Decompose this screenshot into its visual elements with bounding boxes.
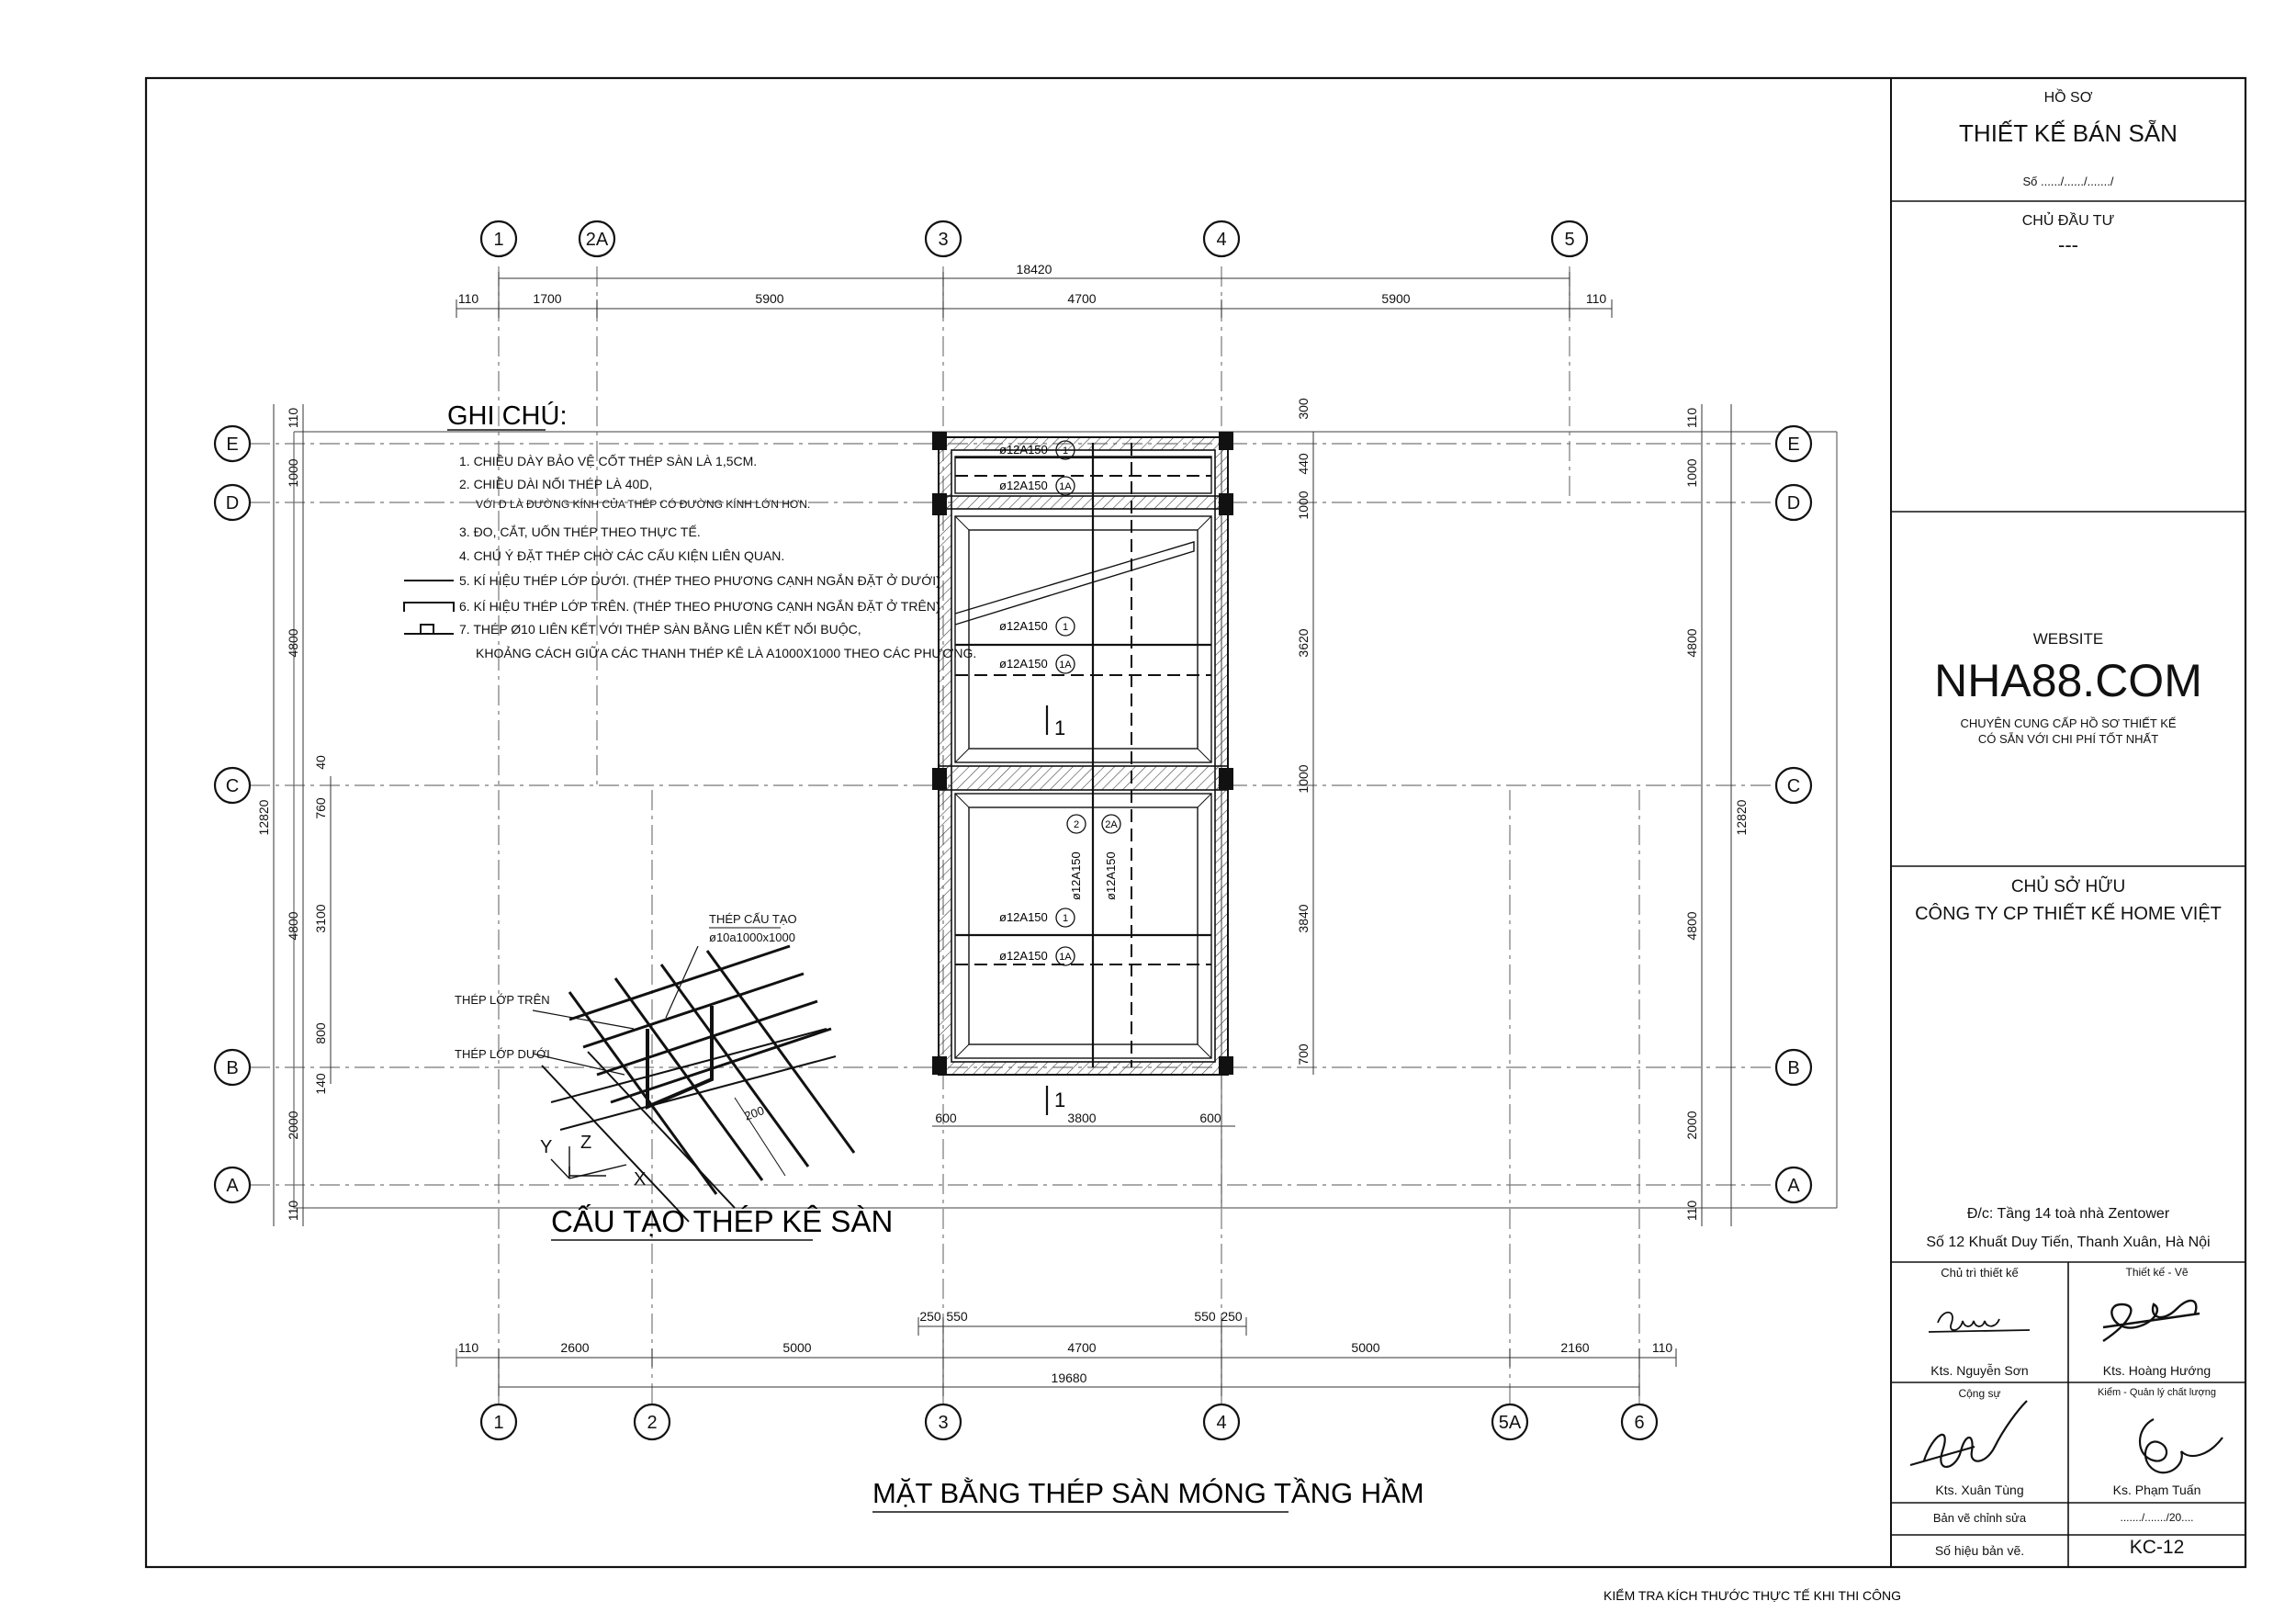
- detail-top-bar: THÉP CẤU TẠO: [709, 912, 797, 926]
- axis-label-right: B: [1787, 1058, 1800, 1078]
- dim-slab-bottom: 3800: [1067, 1111, 1097, 1125]
- dim-bottom-small: 250: [919, 1309, 941, 1324]
- tb-owner: CÔNG TY CP THIẾT KẾ HOME VIỆT: [1915, 904, 2222, 924]
- axis-label-bottom: 5A: [1498, 1413, 1522, 1433]
- dim-bottom-seg: 2160: [1560, 1340, 1590, 1355]
- dim-top-seg: 1700: [533, 291, 562, 306]
- axis-label-left: B: [226, 1058, 239, 1078]
- signature-1: [1929, 1313, 2030, 1332]
- detail-top-bar-spec: ø10a1000x1000: [709, 930, 795, 944]
- rebar-mark: 1: [1062, 445, 1069, 457]
- dim-right-seg: 110: [1684, 1200, 1699, 1222]
- axis-label-bottom: 3: [938, 1413, 949, 1433]
- axis-label-right: D: [1786, 493, 1801, 513]
- rebar-label: ø12A150: [999, 619, 1048, 633]
- axis-label-top: 5: [1564, 230, 1575, 250]
- note-item: 3. ĐO, CẮT, UỐN THÉP THEO THỰC TẾ.: [459, 524, 701, 539]
- tb-chu-dau-tu: CHỦ ĐẦU TƯ: [2021, 213, 2115, 229]
- dim-bottom-small: 550: [1194, 1309, 1216, 1324]
- note-item: 5. KÍ HIỆU THÉP LỚP DƯỚI. (THÉP THEO PHƯƠNG CẠNH NGẮN ĐẶT Ở DƯỚI): [459, 573, 940, 588]
- note-item: KHOẢNG CÁCH GIỮA CÁC THANH THÉP KÊ LÀ A1000X1000 THEO CÁC PHƯƠNG.: [476, 646, 977, 660]
- note-item: 4. CHÚ Ý ĐẶT THÉP CHỜ CÁC CẤU KIỆN LIÊN QUAN.: [459, 548, 785, 563]
- tb-role-1: Chủ trì thiết kế: [1941, 1266, 2019, 1280]
- signature-4: [2140, 1419, 2223, 1472]
- rebar-mark: 1: [1062, 913, 1069, 924]
- notes-title: GHI CHÚ:: [447, 401, 568, 431]
- note-item: 7. THÉP Ø10 LIÊN KẾT VỚI THÉP SÀN BẰNG LIÊN KẾT NỐI BUỘC,: [459, 622, 861, 637]
- dim-bottom-seg: 110: [1651, 1340, 1673, 1355]
- dim-bottom-total: 19680: [1051, 1370, 1087, 1385]
- tb-so: Số ....../....../......./: [2022, 175, 2114, 188]
- axis-y-label: Y: [540, 1137, 553, 1157]
- dim-top-seg: 110: [457, 291, 479, 306]
- tb-address-1: Đ/c: Tầng 14 toà nhà Zentower: [1966, 1206, 2170, 1222]
- dim-bottom-seg: 4700: [1067, 1340, 1097, 1355]
- detail-title: CẤU TẠO THÉP KÊ SÀN: [551, 1204, 894, 1238]
- dim-slab-right: 1000: [1296, 764, 1311, 794]
- dim-left-total: 12820: [256, 799, 271, 836]
- signature-2: [2103, 1301, 2200, 1341]
- axis-label-left: D: [225, 493, 240, 513]
- axis-label-bottom: 1: [493, 1413, 504, 1433]
- dim-left-inner: 3100: [313, 904, 328, 933]
- axis-label-right: E: [1787, 434, 1800, 455]
- detail-isometric: [533, 946, 854, 1222]
- axis-label-left: E: [226, 434, 239, 455]
- tb-project: THIẾT KẾ BÁN SẴN: [1959, 119, 2178, 147]
- axis-label-left: A: [226, 1176, 239, 1196]
- tb-tagline-1: CHUYÊN CUNG CẤP HỒ SƠ THIẾT KẾ: [1960, 716, 2177, 730]
- dim-left-seg: 110: [286, 1200, 300, 1222]
- axis-label-top: 1: [493, 230, 504, 250]
- tb-hoso: HỒ SƠ: [2043, 90, 2093, 106]
- note-item: 6. KÍ HIỆU THÉP LỚP TRÊN. (THÉP THEO PHƯƠNG CẠNH NGẮN ĐẶT Ở TRÊN): [459, 599, 940, 614]
- axis-label-bottom: 6: [1634, 1413, 1645, 1433]
- dim-slab-right: 300: [1296, 398, 1311, 420]
- note-item: VỚI D LÀ ĐƯỜNG KÍNH CỦA THÉP CÓ ĐƯỜNG KÍNH LỚN HƠN.: [476, 498, 811, 511]
- tb-role-3: Cộng sự: [1958, 1387, 2001, 1400]
- top-dimensions: [456, 272, 1612, 318]
- section-mark-top: 1: [1054, 716, 1066, 739]
- dim-bottom-seg: 110: [457, 1340, 479, 1355]
- dim-left-inner: 800: [313, 1022, 328, 1044]
- dim-slab-bottom: 600: [1199, 1111, 1221, 1125]
- axis-label-right: C: [1786, 776, 1801, 796]
- dim-top-seg: 5900: [755, 291, 784, 306]
- dim-right-seg: 110: [1684, 407, 1699, 429]
- dim-left-seg: 4800: [286, 628, 300, 658]
- signature-3: [1910, 1401, 2027, 1467]
- axis-label-top: 4: [1216, 230, 1227, 250]
- detail-upper-layer: THÉP LỚP TRÊN: [455, 993, 550, 1007]
- tb-address-2: Số 12 Khuất Duy Tiến, Thanh Xuân, Hà Nội: [1926, 1235, 2211, 1250]
- dim-left-seg: 2000: [286, 1111, 300, 1140]
- rebar-label: ø12A150: [999, 479, 1048, 492]
- tb-role-2: Thiết kế - Vẽ: [2125, 1266, 2189, 1279]
- rebar-mark: 1A: [1059, 660, 1072, 671]
- tb-chu-dau-tu-value: ---: [2058, 233, 2078, 256]
- axis-label-bottom: 2: [647, 1413, 658, 1433]
- dim-top-seg: 5900: [1381, 291, 1411, 306]
- axis-label-right: A: [1787, 1176, 1800, 1196]
- tb-website: NHA88.COM: [1934, 655, 2202, 706]
- tb-tagline-2: CÓ SẴN VỚI CHI PHÍ TỐT NHẤT: [1977, 732, 2159, 746]
- dim-slab-bottom: 600: [935, 1111, 957, 1125]
- footer-note: KIỂM TRA KÍCH THƯỚC THỰC TẾ KHI THI CÔNG: [1604, 1588, 1901, 1603]
- rebar-label-vertical: ø12A150: [1104, 851, 1118, 900]
- dim-right-seg: 4800: [1684, 628, 1699, 658]
- dim-slab-right: 3840: [1296, 904, 1311, 933]
- tb-website-label: WEBSITE: [2032, 630, 2104, 648]
- note-item: 1. CHIỀU DÀY BẢO VỆ CỐT THÉP SÀN LÀ 1,5CM.: [459, 454, 758, 468]
- rebar-label-vertical: ø12A150: [1069, 851, 1083, 900]
- axis-label-left: C: [225, 776, 240, 796]
- tb-chu-so-huu: CHỦ SỞ HỮU: [2010, 877, 2126, 897]
- dim-left-inner: 760: [313, 797, 328, 819]
- rebar-label: ø12A150: [999, 949, 1048, 963]
- dim-bottom-small: 550: [946, 1309, 968, 1324]
- tb-role-4: Kiểm - Quản lý chất lượng: [2098, 1387, 2216, 1398]
- dim-right-seg: 4800: [1684, 911, 1699, 941]
- slab-plan: [932, 432, 1233, 1115]
- tb-sheet-label: Số hiệu bản vẽ.: [1934, 1543, 2025, 1558]
- tb-name-1: Kts. Nguyễn Sơn: [1930, 1363, 2029, 1378]
- axis-label-top: 3: [938, 230, 949, 250]
- dim-slab-right: 700: [1296, 1043, 1311, 1066]
- dim-bottom-seg: 2600: [560, 1340, 590, 1355]
- dim-left-seg: 1000: [286, 458, 300, 488]
- dim-left-inner: 40: [313, 755, 328, 770]
- rebar-mark: 1A: [1059, 952, 1072, 963]
- dim-left-inner: 140: [313, 1073, 328, 1095]
- dim-top-total: 18420: [1016, 262, 1052, 276]
- tb-name-4: Ks. Phạm Tuấn: [2112, 1483, 2201, 1497]
- rebar-label: ø12A150: [999, 910, 1048, 924]
- dim-right-seg: 2000: [1684, 1111, 1699, 1140]
- axis-z-label: Z: [580, 1133, 592, 1153]
- rebar-mark: 1A: [1059, 481, 1072, 492]
- dim-top-seg: 4700: [1067, 291, 1097, 306]
- axis-label-bottom: 4: [1216, 1413, 1227, 1433]
- dim-right-total: 12820: [1734, 799, 1749, 836]
- tb-name-3: Kts. Xuân Tùng: [1935, 1483, 2024, 1497]
- tb-revision-label: Bản vẽ chỉnh sửa: [1932, 1511, 2027, 1525]
- detail-dim: 200: [742, 1103, 767, 1123]
- rebar-mark: 2: [1073, 819, 1080, 830]
- detail-lower-layer: THÉP LỚP DƯỚI: [455, 1047, 550, 1061]
- dim-top-seg: 110: [1585, 291, 1607, 306]
- rebar-mark: 2A: [1105, 819, 1118, 830]
- dim-bottom-seg: 5000: [1351, 1340, 1380, 1355]
- note-item: 2. CHIỀU DÀI NỐI THÉP LÀ 40D,: [459, 477, 653, 491]
- section-mark-bottom: 1: [1054, 1088, 1066, 1111]
- main-title: MẶT BẰNG THÉP SÀN MÓNG TẦNG HẦM: [872, 1477, 1424, 1509]
- rebar-label: ø12A150: [999, 443, 1048, 457]
- dim-left-seg: 4800: [286, 911, 300, 941]
- dim-bottom-seg: 5000: [782, 1340, 812, 1355]
- tb-sheet-value: KC-12: [2129, 1537, 2185, 1558]
- tb-revision-value: ......./......./20....: [2120, 1511, 2194, 1524]
- tb-name-2: Kts. Hoàng Hướng: [2102, 1363, 2212, 1378]
- dim-slab-right: 1000: [1296, 491, 1311, 520]
- rebar-label: ø12A150: [999, 657, 1048, 671]
- rebar-mark: 1: [1062, 622, 1069, 633]
- axis-x-label: X: [634, 1169, 647, 1190]
- legend-symbols: [404, 581, 454, 634]
- axis-label-top: 2A: [585, 230, 609, 250]
- dim-slab-right: 3620: [1296, 628, 1311, 658]
- dim-bottom-small: 250: [1221, 1309, 1243, 1324]
- dim-left-seg: 110: [286, 407, 300, 429]
- dim-slab-right: 440: [1296, 453, 1311, 475]
- dim-right-seg: 1000: [1684, 458, 1699, 488]
